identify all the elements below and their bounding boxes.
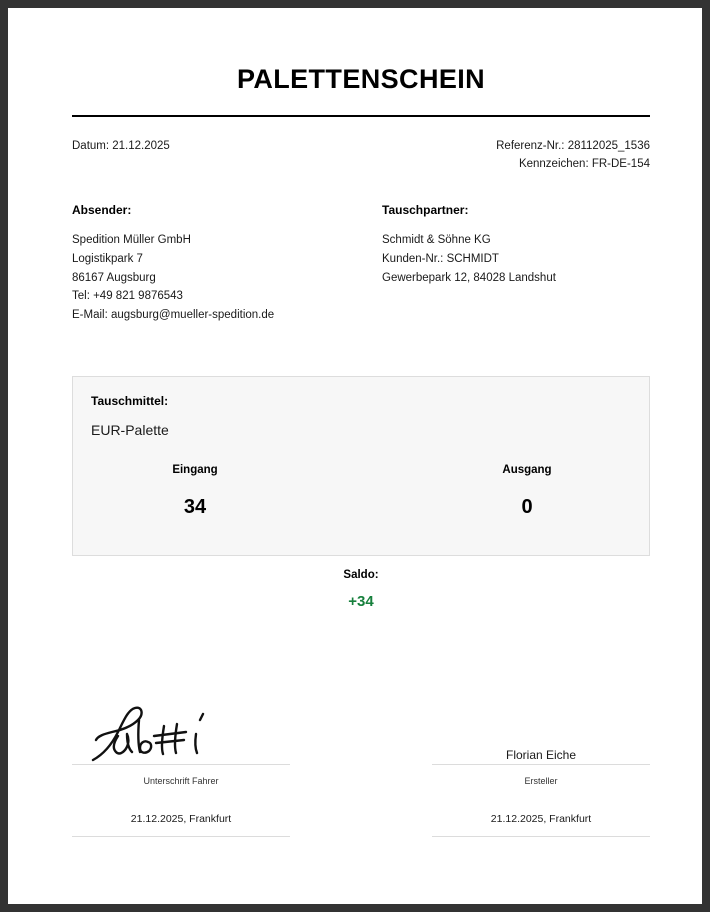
incoming-value: 34: [183, 496, 207, 519]
creator-signature-rule: [432, 764, 650, 765]
driver-signature-role: Unterschrift Fahrer: [143, 776, 219, 787]
driver-signature-area[interactable]: [72, 682, 290, 764]
sender-line: E-Mail: augsburg@mueller-spedition.de: [72, 308, 275, 321]
partner-block: [361, 203, 650, 324]
creator-signature-area[interactable]: [432, 682, 650, 764]
creator-signature-block: [432, 682, 650, 837]
document-page: [8, 8, 702, 904]
meta-right-group: [496, 138, 650, 174]
outgoing-column: [361, 464, 631, 519]
sender-heading: Absender:: [72, 203, 132, 218]
sender-block: [72, 203, 361, 324]
exchange-label: Tauschmittel:: [91, 394, 169, 409]
driver-signature-place: 21.12.2025, Frankfurt: [130, 813, 232, 826]
incoming-label: Eingang: [172, 464, 218, 477]
reference-number: Referenz-Nr.: 28112025_1536: [496, 139, 650, 152]
creator-signature-role: Ersteller: [524, 776, 558, 787]
balance-value: +34: [348, 593, 374, 611]
incoming-column: [91, 464, 361, 519]
balance-section: [72, 569, 650, 610]
signature-section: [72, 682, 650, 837]
partner-line: Kunden-Nr.: SCHMIDT: [382, 252, 499, 265]
exchange-summary-box: [72, 376, 650, 556]
creator-signature-place: 21.12.2025, Frankfurt: [490, 813, 592, 826]
balance-label: Saldo:: [343, 569, 379, 582]
parties-section: [72, 203, 650, 324]
vehicle-plate: Kennzeichen: FR-DE-154: [518, 157, 650, 170]
sender-line: 86167 Augsburg: [72, 271, 156, 284]
sender-line: Tel: +49 821 9876543: [72, 290, 183, 303]
exchange-item: EUR-Palette: [91, 422, 169, 439]
driver-signature-block: [72, 682, 290, 837]
outgoing-label: Ausgang: [502, 464, 552, 477]
sender-line: Spedition Müller GmbH: [72, 234, 191, 247]
page-title: PALETTENSCHEIN: [236, 64, 486, 94]
partner-line: Schmidt & Söhne KG: [382, 234, 491, 247]
document-content: [72, 8, 650, 904]
handwritten-signature-icon: [78, 696, 228, 768]
document-date: Datum: 21.12.2025: [72, 139, 170, 152]
partner-line: Gewerbepark 12, 84028 Landshut: [382, 271, 556, 284]
outgoing-value: 0: [521, 496, 533, 519]
partner-heading: Tauschpartner:: [382, 203, 469, 218]
creator-name: Florian Eiche: [505, 748, 577, 763]
sender-line: Logistikpark 7: [72, 252, 143, 265]
meta-row: [72, 138, 650, 174]
creator-place-rule: [432, 836, 650, 837]
title-divider: [72, 115, 650, 117]
quantity-row: [91, 464, 631, 519]
driver-place-rule: [72, 836, 290, 837]
